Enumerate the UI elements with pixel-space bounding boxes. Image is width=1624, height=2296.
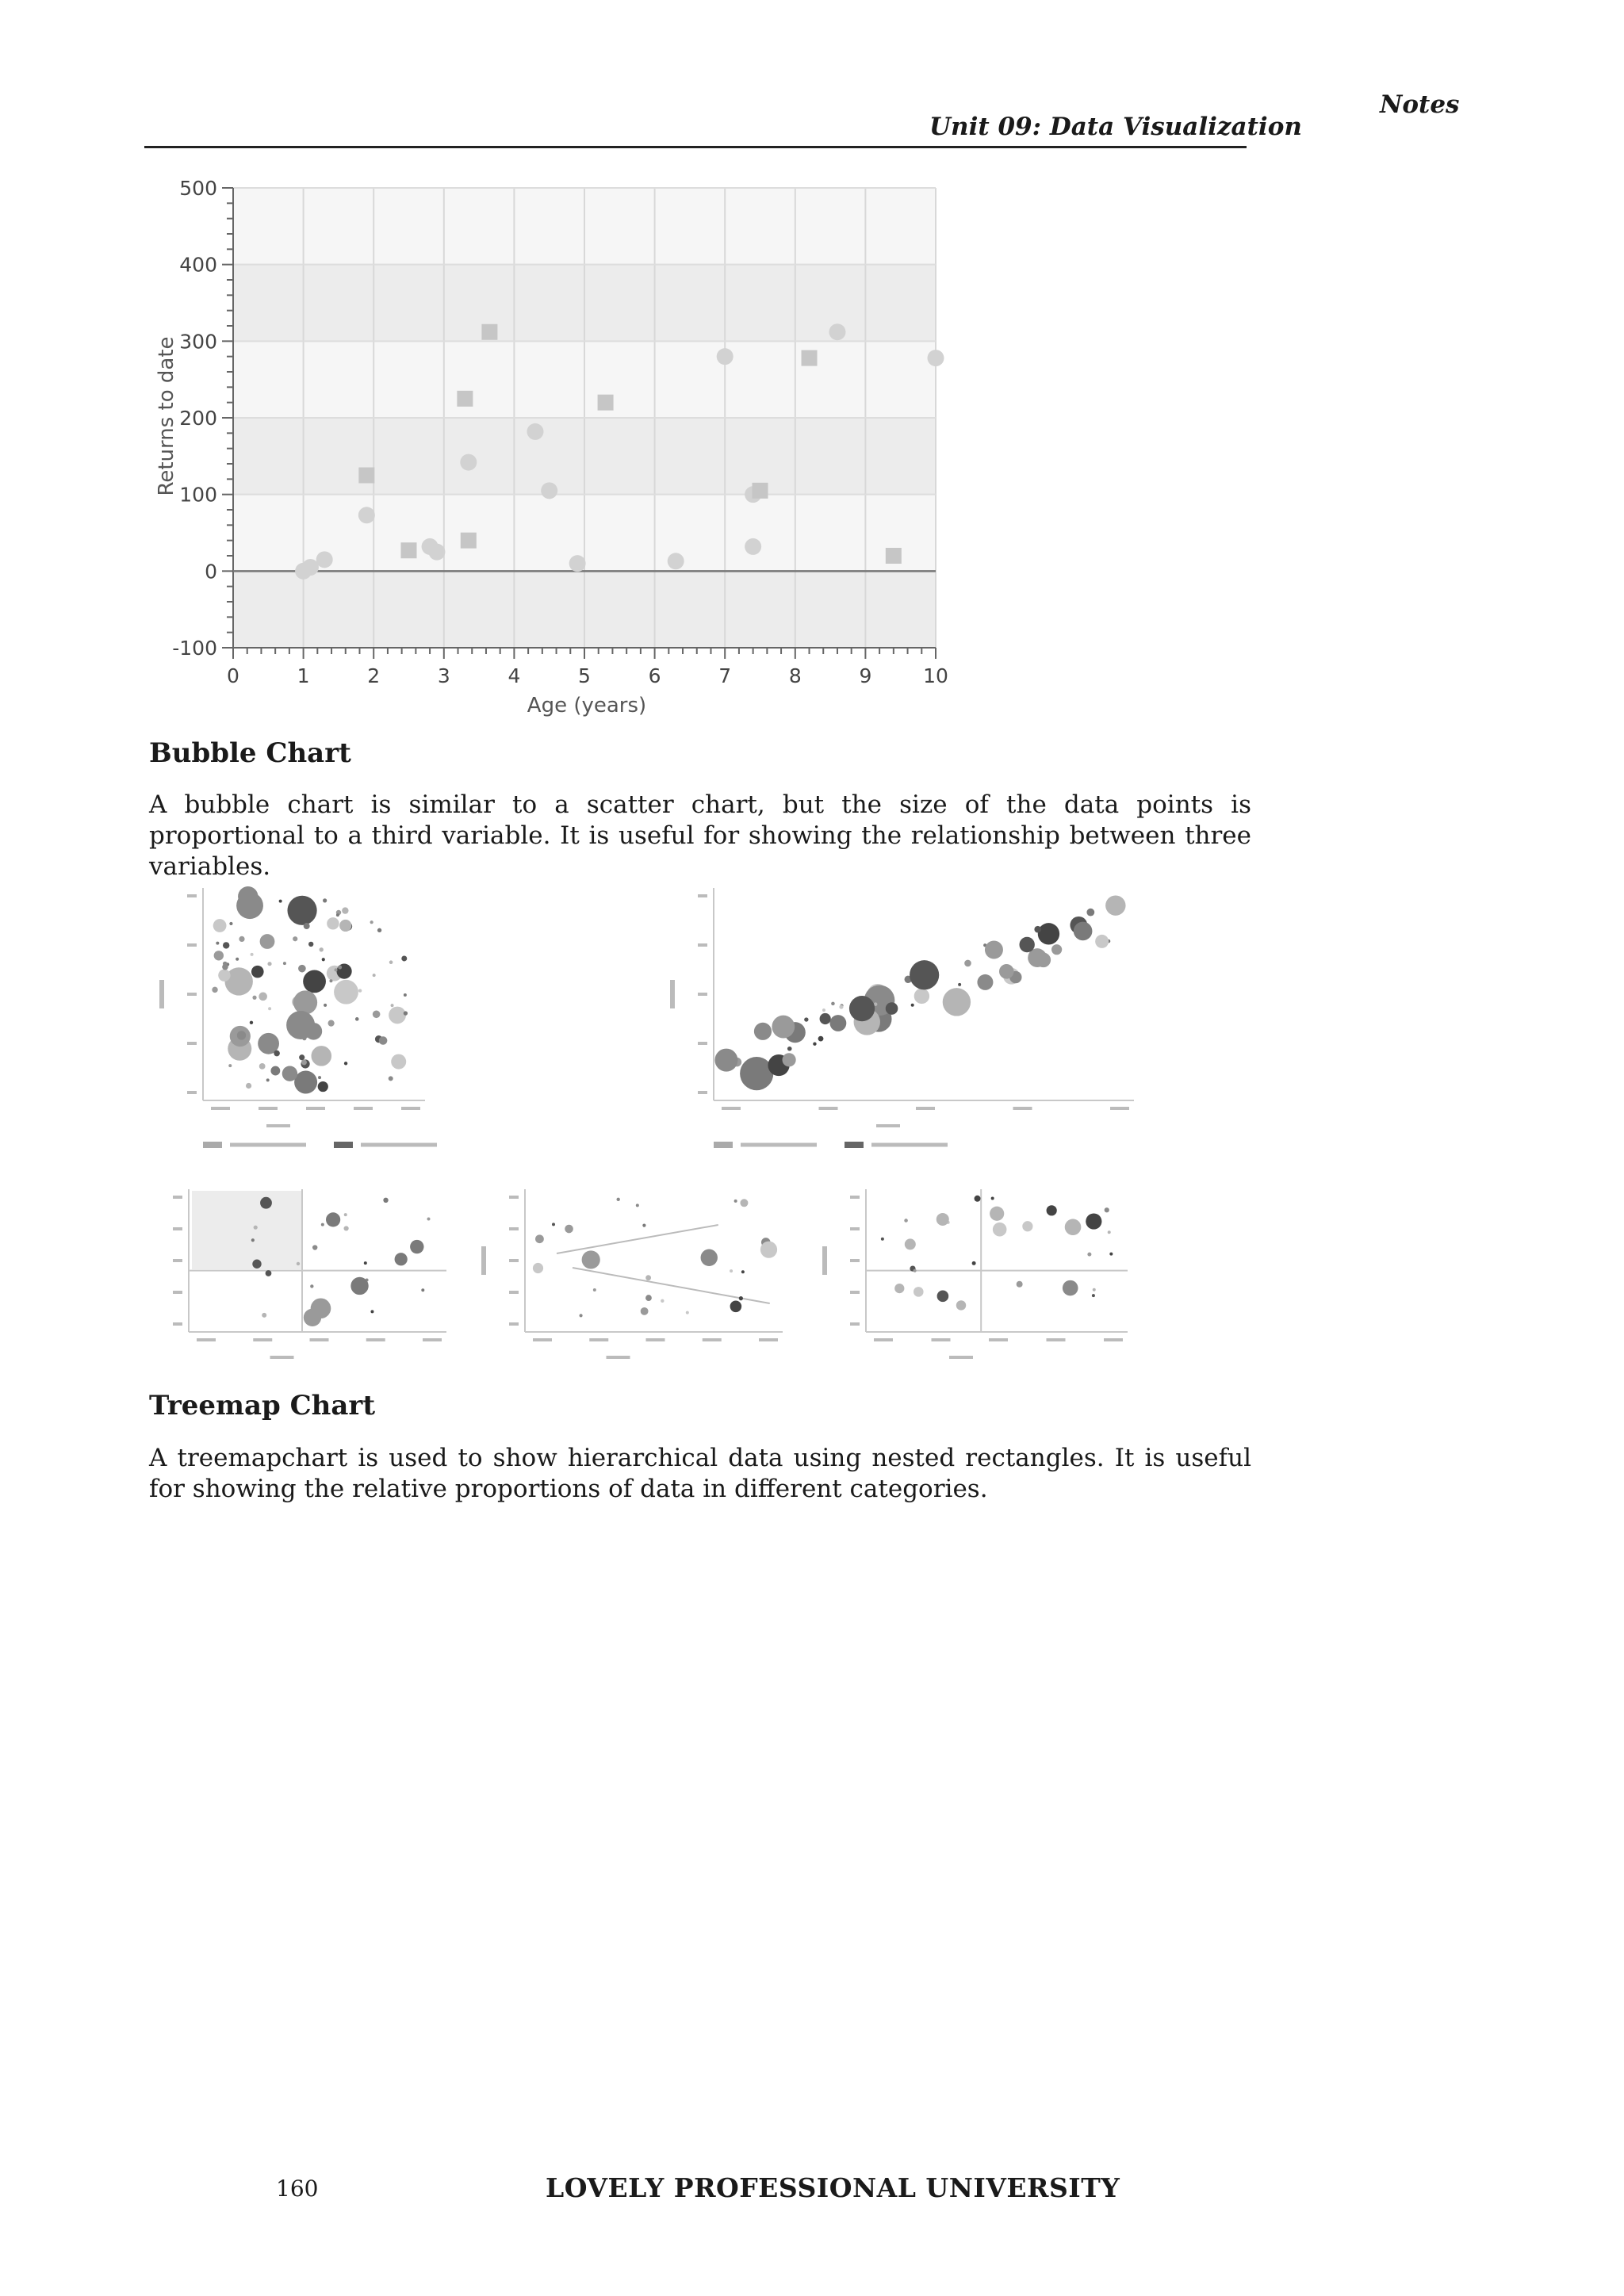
x-tick-label: 3 <box>437 664 450 687</box>
y-tick-label: 400 <box>179 253 217 277</box>
x-tick-label: 7 <box>718 664 732 687</box>
y-tick-label: -100 <box>172 637 217 660</box>
bubble-panel-2 <box>670 888 1134 1148</box>
x-axis-label: Age (years) <box>527 694 647 718</box>
data-point-circle <box>717 348 733 365</box>
x-tick-label: 6 <box>648 664 661 687</box>
bubble-panel-5 <box>822 1189 1128 1372</box>
y-tick-label: 100 <box>179 483 217 507</box>
x-tick-label: 5 <box>578 664 591 687</box>
data-point-circle <box>527 423 543 440</box>
section-heading-treemap: Treemap Chart <box>149 1390 376 1422</box>
data-point-circle <box>668 553 684 569</box>
x-tick-label: 2 <box>367 664 381 687</box>
x-tick-label: 10 <box>923 664 948 687</box>
section-body-treemap: A treemapchart is used to show hierarchical data using nested rectangles. It is useful for showing the relative proportions of data in different categories. <box>149 1444 1251 1503</box>
bubble-panel-3 <box>159 1189 446 1372</box>
notes-margin-label: Notes <box>1380 90 1460 119</box>
y-tick-label: 300 <box>179 330 217 354</box>
data-point-circle <box>460 454 477 471</box>
data-point-circle <box>428 544 445 561</box>
x-tick-label: 1 <box>297 664 310 687</box>
data-point-square <box>401 542 417 558</box>
data-point-circle <box>569 555 586 572</box>
data-point-square <box>461 533 477 549</box>
x-tick-label: 9 <box>859 664 872 687</box>
data-point-square <box>598 395 614 411</box>
bubble-panel-1 <box>159 886 437 1148</box>
bubble-chart-illustration <box>159 880 1150 1372</box>
data-point-square <box>457 391 473 407</box>
data-point-square <box>481 324 497 340</box>
x-tick-label: 8 <box>788 664 802 687</box>
header-rule <box>144 146 1247 148</box>
y-tick-label: 200 <box>179 407 217 430</box>
bubble-panel-4 <box>481 1189 783 1372</box>
data-point-circle <box>358 507 375 523</box>
data-point-circle <box>302 559 319 576</box>
y-tick-label: 0 <box>205 560 217 584</box>
running-header: Unit 09: Data Visualization <box>929 113 1302 141</box>
section-body-bubble: A bubble chart is similar to a scatter chart, but the size of the data points is proportional to a third variable. It is useful for showing the relationship between three variables. <box>149 790 1251 881</box>
footer-university: LOVELY PROFESSIONAL UNIVERSITY <box>546 2172 1120 2203</box>
data-point-circle <box>829 323 845 340</box>
section-heading-bubble: Bubble Chart <box>149 737 351 769</box>
x-tick-label: 4 <box>508 664 521 687</box>
data-point-square <box>753 483 768 499</box>
data-point-square <box>802 350 818 366</box>
data-point-circle <box>928 350 944 366</box>
y-axis-label: Returns to date <box>155 336 178 496</box>
data-point-square <box>886 548 902 564</box>
data-point-circle <box>745 538 761 555</box>
data-point-circle <box>316 551 333 568</box>
data-point-circle <box>541 482 557 499</box>
data-point-square <box>358 468 374 484</box>
scatter-figure <box>151 170 959 725</box>
y-tick-label: 500 <box>179 177 217 200</box>
x-tick-label: 0 <box>227 664 239 687</box>
page-number: 160 <box>276 2175 319 2202</box>
